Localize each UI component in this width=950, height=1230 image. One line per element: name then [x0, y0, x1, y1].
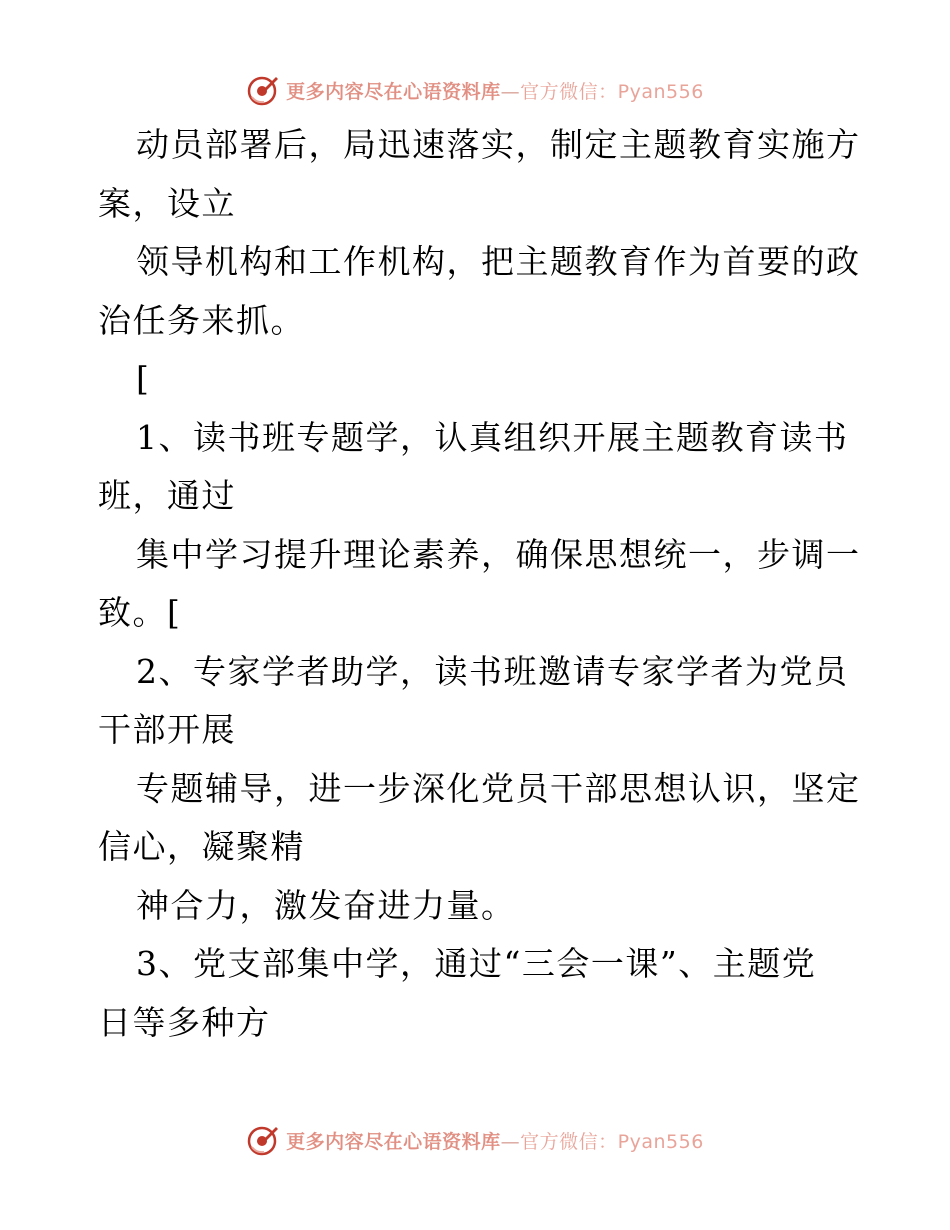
- text-line: 神合力，激发奋进力量。: [136, 885, 516, 925]
- text-line: 1、读书班专题学，认真组织开展主题教育读书: [136, 417, 849, 457]
- text-line: 案，设立: [98, 183, 236, 223]
- text-line: 班，通过: [98, 476, 236, 515]
- text-line: 治任务来抓。: [98, 300, 305, 340]
- header-watermark: [0, 70, 950, 110]
- text-line: 致。[: [98, 593, 182, 632]
- footer-brand: 更多内容尽在心语资料库: [286, 1130, 501, 1153]
- text-line: 动员部署后，局迅速落实，制定主题教育实施方: [136, 125, 861, 164]
- footer-watermark: [0, 1120, 950, 1160]
- pen-logo-icon: [246, 73, 280, 107]
- pen-logo-icon: [246, 1123, 280, 1157]
- text-line: [: [136, 359, 151, 398]
- header-brand: 更多内容尽在心语资料库: [286, 80, 501, 103]
- text-line: 干部开展: [98, 710, 236, 749]
- header-wechat: 官方微信：Pyan556: [520, 80, 704, 103]
- text-line: 日等多种方: [98, 1002, 271, 1042]
- header-separator: —: [500, 80, 521, 103]
- footer-separator: —: [500, 1130, 521, 1153]
- text-line: 集中学习提升理论素养，确保思想统一，步调一: [136, 534, 861, 574]
- text-line: 3、党支部集中学，通过“三会一课”、主题党: [136, 944, 817, 983]
- text-line: 专题辅导，进一步深化党员干部思想认识，坚定: [136, 768, 861, 808]
- document-body: [98, 116, 861, 1052]
- text-line: 信心，凝聚精: [98, 827, 305, 866]
- footer-watermark-text: [286, 1127, 704, 1154]
- footer-wechat: 官方微信：Pyan556: [520, 1130, 704, 1153]
- header-watermark-text: [286, 77, 704, 104]
- text-line: 2、专家学者助学，读书班邀请专家学者为党员: [136, 651, 849, 691]
- text-line: 领导机构和工作机构，把主题教育作为首要的政: [136, 242, 861, 281]
